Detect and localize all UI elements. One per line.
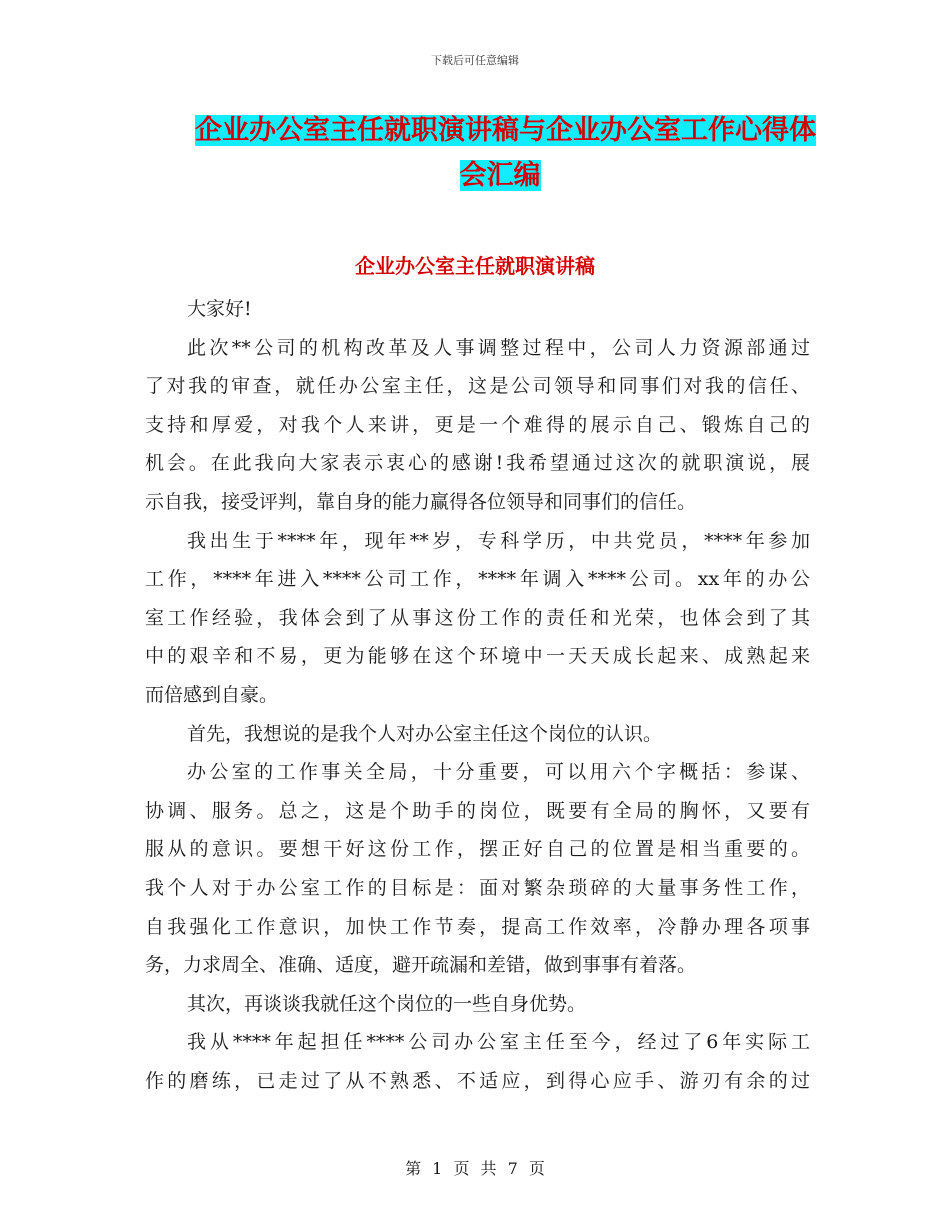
- body-line: 而倍感到自豪。: [145, 683, 279, 706]
- body-line: 工作，****年进入****公司工作，****年调入****公司。xx年的办公: [145, 568, 810, 591]
- document-title: [195, 108, 816, 198]
- body-line: 机会。在此我向大家表示衷心的感谢!我希望通过这次的就职演说，展: [145, 452, 810, 475]
- body-line: 我出生于****年，现年**岁，专科学历，中共党员，****年参加: [187, 529, 810, 552]
- body-line: 首先，我想说的是我个人对办公室主任这个岗位的认识。: [187, 722, 663, 745]
- body-line: 作的磨练，已走过了从不熟悉、不适应，到得心应手、游刃有余的过: [145, 1069, 810, 1092]
- body-line: 室工作经验，我体会到了从事这份工作的责任和光荣，也体会到了其: [145, 606, 810, 629]
- body-line: 其次，再谈谈我就任这个岗位的一些自身优势。: [187, 992, 587, 1015]
- body-line: 示自我，接受评判，靠自身的能力赢得各位领导和同事们的信任。: [145, 490, 697, 513]
- body-line: 自我强化工作意识，加快工作节奏，提高工作效率，冷静办理各项事: [145, 915, 810, 938]
- body-line: 我从****年起担任****公司办公室主任至今，经过了6年实际工: [187, 1031, 810, 1054]
- body-text: [145, 290, 810, 1100]
- body-line: 了对我的审查，就任办公室主任，这是公司领导和同事们对我的信任、: [145, 375, 810, 398]
- body-line: 大家好!: [187, 298, 252, 320]
- body-line: 此次**公司的机构改革及人事调整过程中，公司人力资源部通过: [187, 336, 810, 359]
- header-note: 下载后可任意编辑: [431, 54, 519, 67]
- title-line-1: 企业办公室主任就职演讲稿与企业办公室工作心得体: [195, 115, 816, 146]
- body-line: 我个人对于办公室工作的目标是：面对繁杂琐碎的大量事务性工作，: [145, 876, 810, 899]
- page-footer: 第 1 页 共 7 页: [405, 1159, 545, 1178]
- body-line: 办公室的工作事关全局，十分重要，可以用六个字概括：参谋、: [187, 761, 810, 784]
- body-line: 支持和厚爱，对我个人来讲，更是一个难得的展示自己、锻炼自己的: [145, 413, 810, 436]
- body-line: 务，力求周全、准确、适度，避开疏漏和差错，做到事事有着落。: [145, 954, 697, 977]
- section-title: 企业办公室主任就职演讲稿: [355, 254, 595, 278]
- body-line: 协调、服务。总之，这是个助手的岗位，既要有全局的胸怀，又要有: [145, 799, 810, 822]
- body-line: 中的艰辛和不易，更为能够在这个环境中一天天成长起来、成熟起来: [145, 645, 810, 668]
- title-line-2: 会汇编: [459, 160, 541, 191]
- body-line: 服从的意识。要想干好这份工作，摆正好自己的位置是相当重要的。: [145, 838, 810, 861]
